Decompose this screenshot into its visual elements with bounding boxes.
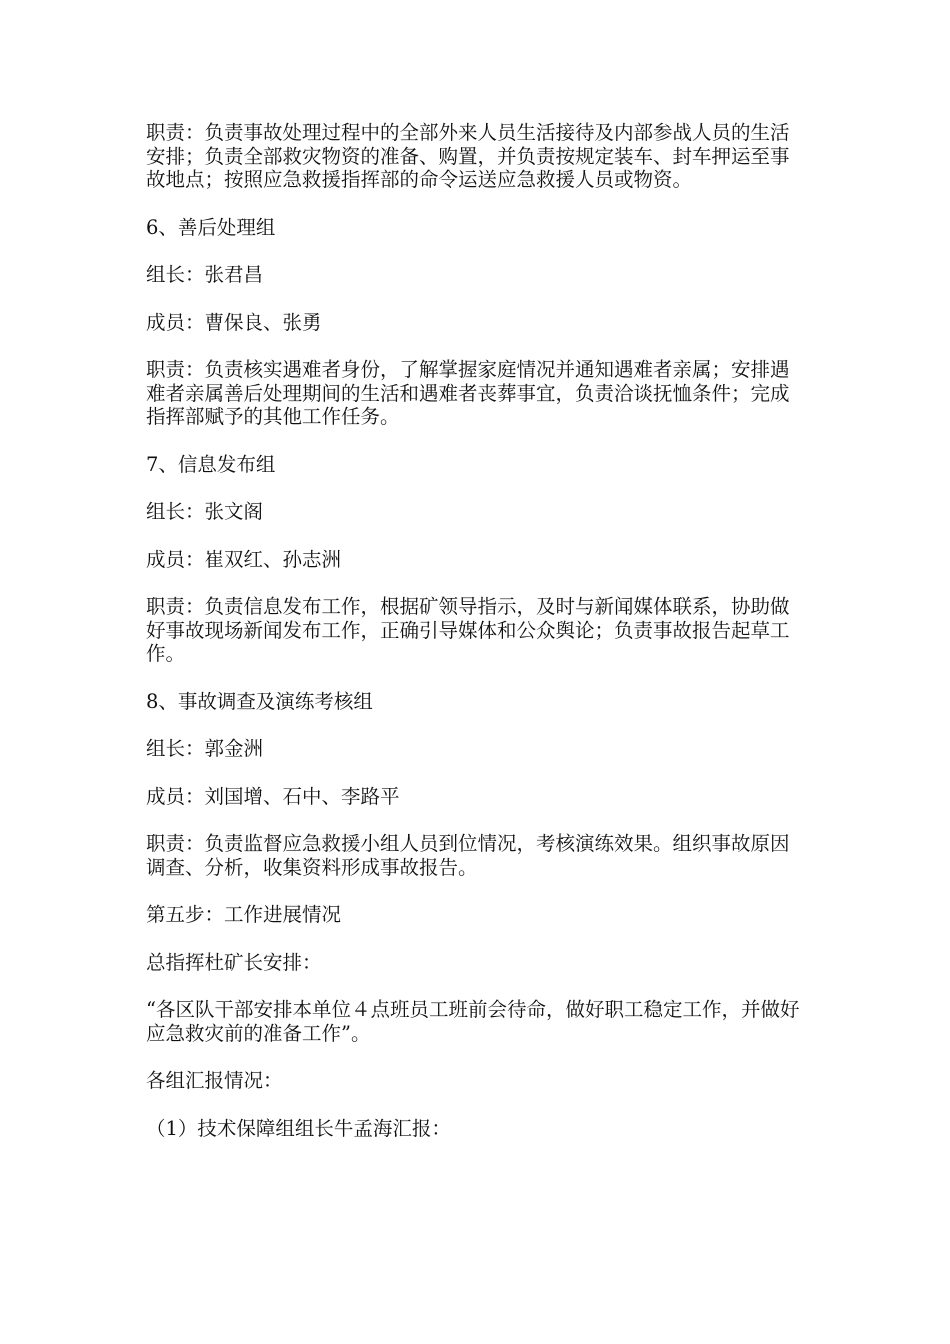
- info-release-group-leader: 组长：张文阁: [146, 500, 264, 523]
- group-reports-label: 各组汇报情况：: [146, 1069, 283, 1092]
- commander-arrangement-label: 总指挥杜矿长安排：: [146, 950, 322, 974]
- tech-support-report-label: （1）技术保障组组长牛孟海汇报：: [146, 1116, 451, 1140]
- section-heading-info-release-group: 7、信息发布组: [146, 452, 276, 476]
- commander-quote: “各区队干部安排本单位４点班员工班前会待命，做好职工稳定工作，并做好应急救灾前的准备工作”。: [146, 998, 800, 1045]
- investigation-group-leader: 组长：郭金洲: [146, 737, 264, 760]
- aftermath-group-leader: 组长：张君昌: [146, 263, 264, 286]
- info-release-group-duties: 职责：负责信息发布工作，根据矿领导指示，及时与新闻媒体联系，协助做好事故现场新闻发布工作，正确引导媒体和公众舆论；负责事故报告起草工作。: [146, 595, 790, 665]
- investigation-group-duties: 职责：负责监督应急救援小组人员到位情况，考核演练效果。组织事故原因调查、分析，收集资料形成事故报告。: [146, 832, 790, 879]
- info-release-group-members: 成员：崔双红、孙志洲: [146, 547, 342, 571]
- logistics-duties-paragraph: 职责：负责事故处理过程中的全部外来人员生活接待及内部参战人员的生活安排；负责全部救灾物资的准备、购置，并负责按规定装车、封车押运至事故地点；按照应急救援指挥部的命令运送应急救援人员或物资。: [146, 121, 790, 191]
- aftermath-group-members: 成员：曹保良、张勇: [146, 310, 322, 334]
- step-five-heading: 第五步：工作进展情况: [146, 903, 342, 926]
- investigation-group-members: 成员：刘国增、石中、李路平: [146, 784, 400, 808]
- section-heading-aftermath-group: 6、善后处理组: [146, 215, 276, 239]
- document-page: [146, 121, 806, 1164]
- aftermath-group-duties: 职责：负责核实遇难者身份，了解掌握家庭情况并通知遇难者亲属；安排遇难者亲属善后处理期间的生活和遇难者丧葬事宜，负责洽谈抚恤条件；完成指挥部赋予的其他工作任务。: [146, 358, 790, 428]
- section-heading-investigation-group: 8、事故调查及演练考核组: [146, 689, 373, 713]
